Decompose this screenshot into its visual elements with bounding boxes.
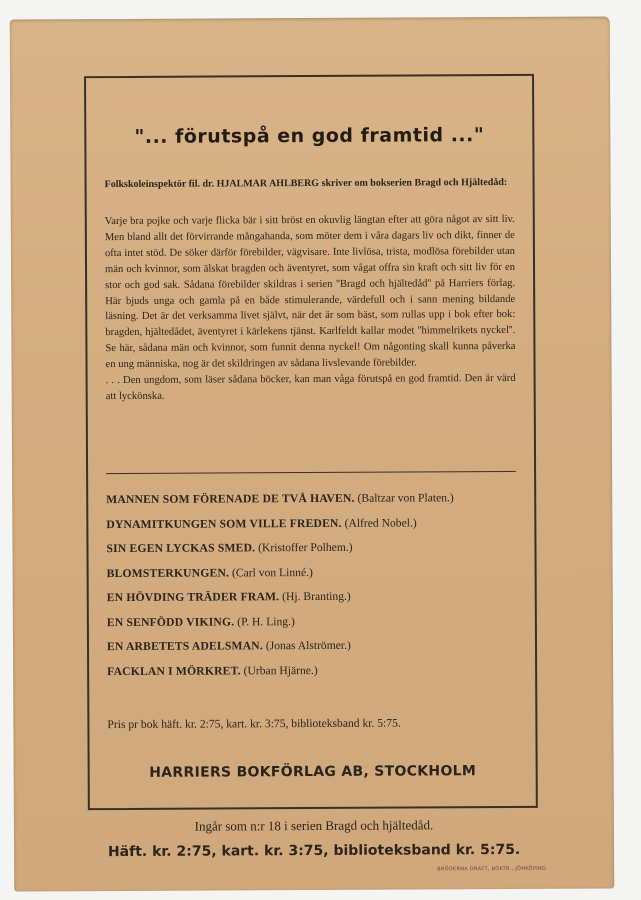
book-title: DYNAMITKUNGEN SOM VILLE FREDEN. (106, 516, 342, 531)
quote-paragraph: . . . Den ungdom, som läser sådana böcker, kan man våga förutspå en god framtid. Den är värd att lyckönska. (105, 372, 516, 403)
book-entry (107, 584, 517, 611)
intro-text: Folkskoleinspektör fil. dr. HJALMAR AHLBERG skriver om bokserien Bragd och Hjältedåd: (104, 176, 508, 191)
book-subject: (Carl von Linné.) (231, 565, 313, 579)
printer-imprint: BRÖDERNA DRAFT, BOKTR., JÖNKÖPING (437, 865, 547, 873)
divider (106, 471, 516, 474)
book-list (106, 486, 517, 684)
book-entry (106, 510, 516, 537)
series-note: Ingår som n:r 18 i serien Bragd och hjältedåd. (194, 817, 434, 834)
book-entry (107, 633, 517, 660)
book-entry (107, 657, 517, 684)
book-title: SIN EGEN LYCKAS SMED. (106, 541, 256, 556)
book-subject: (Jonas Alströmer.) (265, 638, 351, 653)
book-title: BLOMSTERKUNGEN. (106, 565, 230, 580)
book-subject: (Urban Hjärne.) (243, 663, 318, 677)
book-title: MANNEN SOM FÖRENADE DE TVÅ HAVEN. (106, 491, 355, 507)
book-title: EN HÖVDING TRÄDER FRAM. (106, 590, 280, 605)
book-subject: (Alfred Nobel.) (344, 515, 417, 530)
publisher-name: HARRIERS BOKFÖRLAG AB, STOCKHOLM (149, 763, 477, 781)
book-subject: (Hj. Branting.) (282, 589, 351, 604)
headline: "... förutspå en god framtid ..." (134, 124, 485, 148)
book-entry (107, 608, 517, 635)
price-note: Pris pr bok häft. kr. 2:75, kart. kr. 3:75, biblioteksband kr. 5:75. (107, 716, 401, 732)
book-entry (107, 559, 517, 586)
quote-body (105, 212, 516, 405)
book-title: EN ARBETETS ADELSMAN. (106, 639, 263, 654)
book-title: FACKLAN I MÖRKRET. (107, 663, 241, 678)
book-back-cover (10, 16, 615, 891)
book-entry (106, 535, 516, 562)
quote-paragraph: Varje bra pojke och varje flicka bär i sitt bröst en okuvlig längtan efter att göra något av sitt liv. Men bland allt det förvirrande mångahanda, som möter dem i våra dagars liv och dikt, finner de ofta intet stöd. De söker därför förebilder, vägvisare. Inte livlösa, trista, modlösa förebilder utan män och kvinnor, som älskat bragden och äventyret, som vågat offra sin kraft och sitt liv för en stor och god sak. Sådana förebilder skildras i serien ''Bragd och hjältedåd'' på Harriers förlag. Här bjuds unga och gamla på en både stimulerande, värdefull och i sann mening bildande läsning. Det är det verksamma livet självt, när det är som bäst, som rullas upp i bok efter bok: bragden, hjältedådet, äventyret i kärlekens tjänst. Karlfeldt kallar modet ''himmelrikets nyckel''. Se här, sådana män och kvinnor, som funnit denna nyckel! Om någonting skall kunna påverka en ung människa, nog är det skildringen av sådana livslevande förebilder. (104, 213, 516, 371)
book-subject: (P. H. Ling.) (237, 614, 295, 628)
book-entry (106, 486, 516, 513)
framed-panel (84, 74, 538, 810)
bottom-prices: Häft. kr. 2:75, kart. kr. 3:75, biblioteksband kr. 5:75. (107, 841, 521, 861)
book-subject: (Kristoffer Polhem.) (258, 540, 353, 555)
book-subject: (Baltzar von Platen.) (357, 491, 454, 505)
book-title: EN SENFÖDD VIKING. (106, 614, 235, 629)
